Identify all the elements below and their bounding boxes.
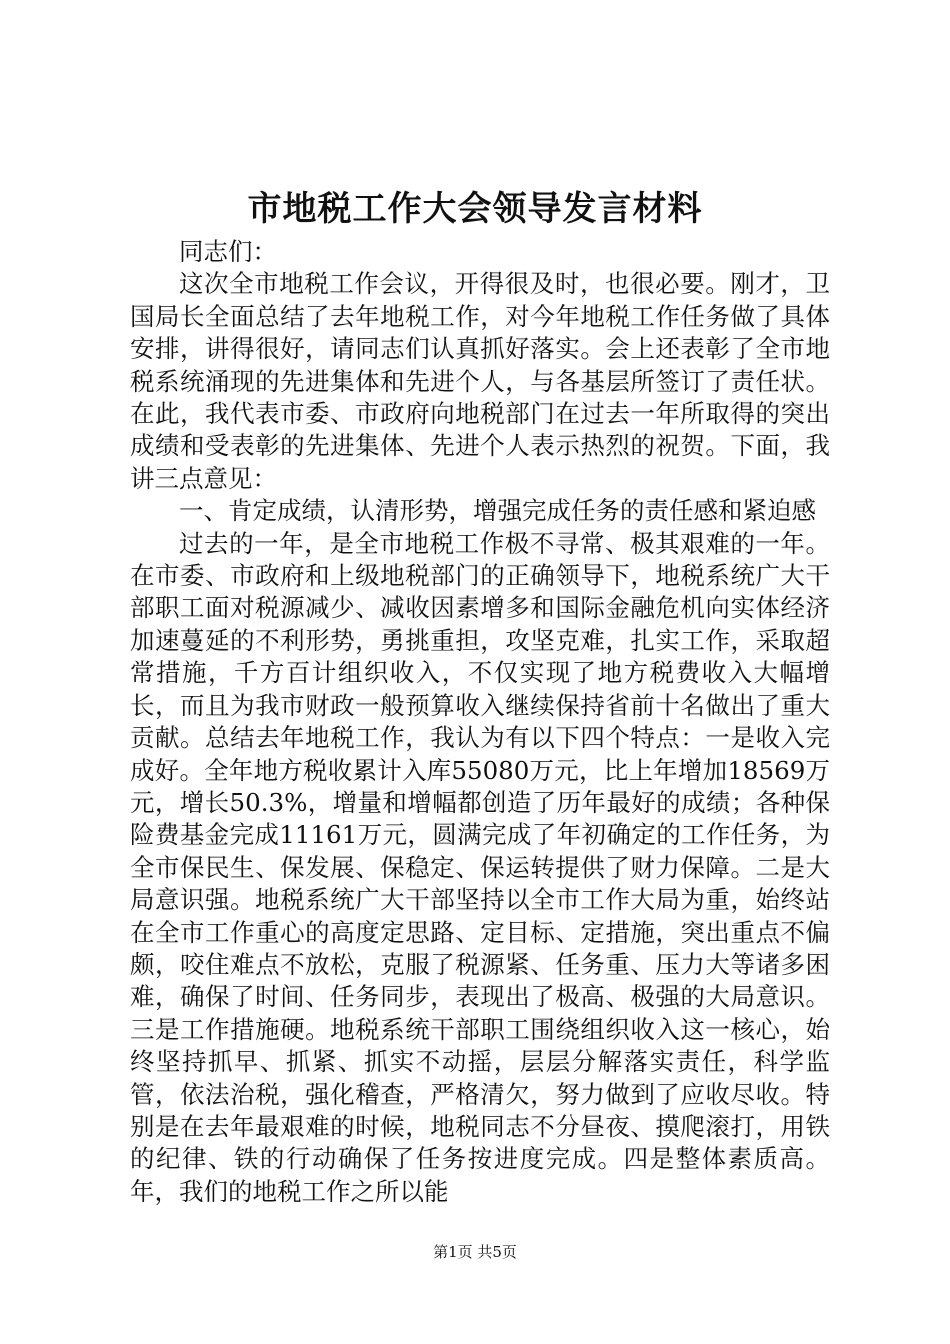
section-heading-paragraph: 一、肯定成绩，认清形势，增强完成任务的责任感和紧迫感 xyxy=(179,496,816,526)
intro-paragraph: 这次全市地税工作会议，开得很及时，也很必要。刚才，卫国局长全面总结了去年地税工作，对今年地税工作任务做了具体安排，讲得很好，请同志们认真抓好落实。会上还表彰了全市地税系统涌现的先进集体和先进个人，与各基层所签订了责任状。在此，我代表市委、市政府向地税部门在过去一年所取得的突出成绩和受表彰的先进集体、先进个人表示热烈的祝贺。下面，我讲三点意见： xyxy=(130,269,830,493)
page-number-footer: 第1页 共5页 xyxy=(433,1243,517,1261)
body-paragraph: 过去的一年，是全市地税工作极不寻常、极其艰难的一年。在市委、市政府和上级地税部门的正确领导下，地税系统广大干部职工面对税源减少、减收因素增多和国际金融危机向实体经济加速蔓延的不利形势，勇挑重担，攻坚克难，扎实工作，采取超常措施，千方百计组织收入，不仅实现了地方税费收入大幅增长，而且为我市财政一般预算收入继续保持省前十名做出了重大贡献。总结去年地税工作，我认为有以下四个特点：一是收入完成好。全年地方税收累计入库55080万元，比上年增加18569万元，增长50.3%，增量和增幅都创造了历年最好的成绩；各种保险费基金完成11161万元，圆满完成了年初确定的工作任务，为全市保民生、保发展、保稳定、保运转提供了财力保障。二是大局意识强。地税系统广大干部坚持以全市工作大局为重，始终站在全市工作重心的高度定思路、定目标、定措施，突出重点不偏颇，咬住难点不放松，克服了税源紧、任务重、压力大等诸多困难，确保了时间、任务同步，表现出了极高、极强的大局意识。三是工作措施硬。地税系统干部职工围绕组织收入这一核心，始终坚持抓早、抓紧、抓实不动摇，层层分解落实责任，科学监管，依法治税，强化稽查，严格清欠，努力做到了应收尽收。特别是在去年最艰难的时候，地税同志不分昼夜、摸爬滚打，用铁的纪律、铁的行动确保了任务按进度完成。四是整体素质高。年，我们的地税工作之所以能 xyxy=(130,528,830,1206)
salutation-paragraph: 同志们： xyxy=(179,237,277,266)
document-title: 市地税工作大会领导发言材料 xyxy=(247,189,703,229)
document-body xyxy=(130,236,830,1208)
